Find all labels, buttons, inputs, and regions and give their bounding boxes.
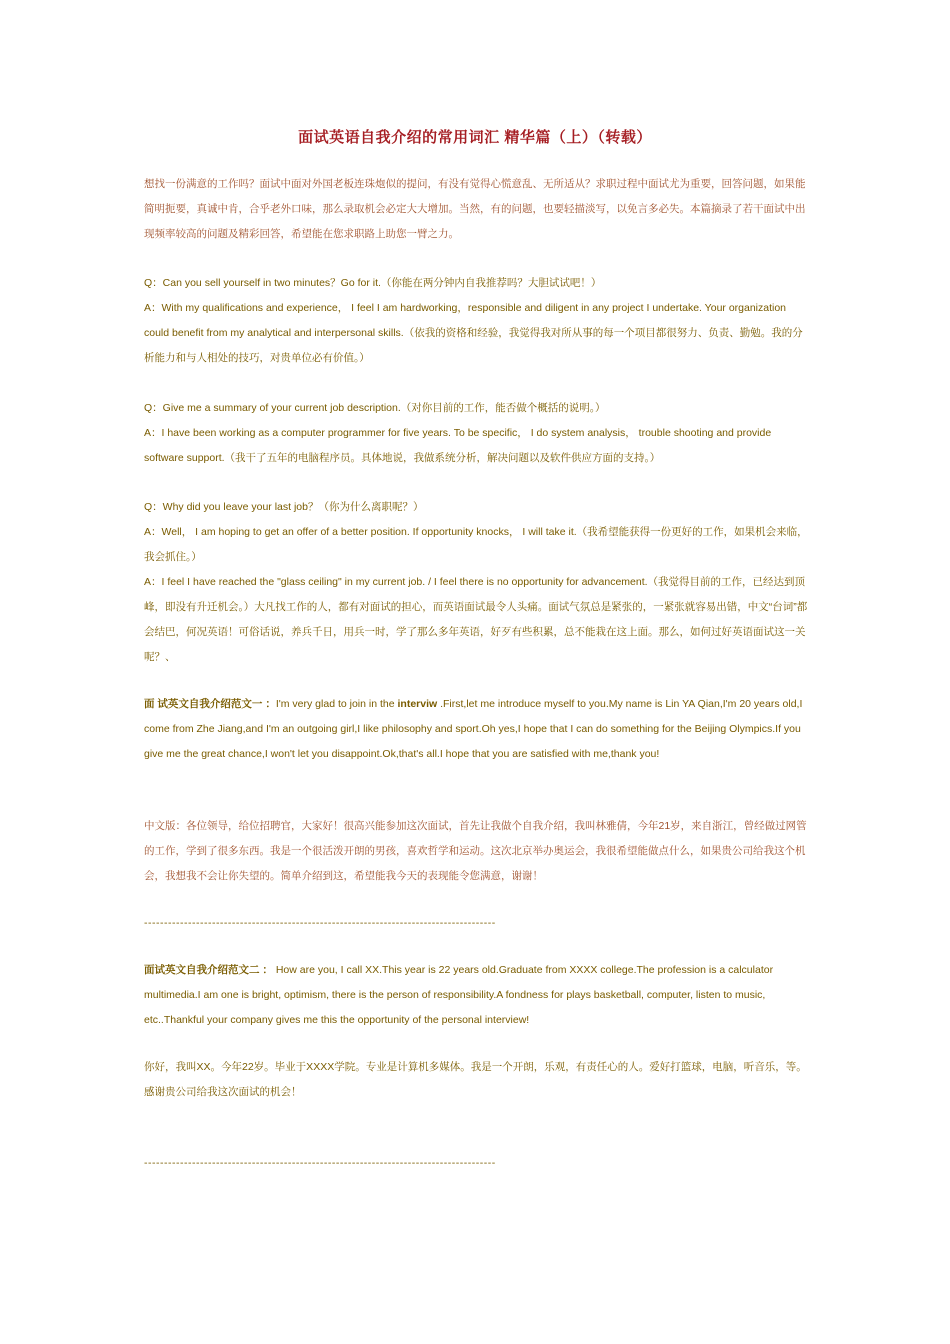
- document-title: 面试英语自我介绍的常用词汇 精华篇（上）（转载）: [298, 129, 652, 146]
- qa-section-1: [144, 271, 810, 371]
- divider-1-block: [144, 911, 810, 936]
- sample-2-chinese-block: [144, 1055, 810, 1105]
- answer-3a: A：Well， I am hoping to get an offer of a better position. If opportunity knocks， I will take it.（我希望能获得一份更好的工作，如果机会来临，我会抓住。）: [144, 526, 808, 563]
- sample-1-label: 面 试英文自我介绍范文一 ：: [144, 698, 276, 710]
- divider-2-block: [144, 1151, 810, 1176]
- sample-1-paragraph: [144, 692, 810, 767]
- sample-1-text-bold: interviw: [397, 698, 438, 710]
- sample-intro-1: [144, 692, 810, 767]
- sample-1-chinese: 中文版：各位领导，给位招聘官，大家好！很高兴能参加这次面试，首先让我做个自我介绍，我叫林雅倩，今年21岁，来自浙江，曾经做过网管的工作，学到了很多东西。我是一个很活泼开朗的男孩，喜欢哲学和运动。这次北京举办奥运会，我很希望能做点什么，如果贵公司给我这个机会，我想我不会让你失望的。简单介绍到这，希望能我今天的表现能令您满意，谢谢！: [144, 820, 807, 882]
- sample-2-text: How are you, I call XX.This year is 22 years old.Graduate from XXXX college.The profession is a calculator multimedia.I am one is bright, optimism, there is the person of responsibility.A fondness for plays basketball, computer, listen to music, etc..Thankful your company gives me this the opportunity of the personal interview!: [144, 964, 774, 1026]
- answer-3b: A：I feel I have reached the "glass ceiling" in my current job. / I feel there is no opportunity for advancement.（我觉得目前的工作，已经达到顶峰，即没有升迁机会。）大凡找工作的人，都有对面试的担心，而英语面试最令人头痛。面试气氛总是紧张的，一紧张就容易出错，中文“台词”都会结巴，何况英语！可俗话说，养兵千日，用兵一时，学了那么多年英语，好歹有些积累，总不能栽在这上面。那么，如何过好英语面试这一关呢？、: [144, 576, 808, 663]
- answer-1: A：With my qualifications and experience， I feel I am hardworking，responsible and diligent in any project I undertake. Your organization could benefit from my analytical and interpersonal skills.（依我的资格和经验，我觉得我对所从事的每一个项目都很努力、负责、勤勉。我的分析能力和与人相处的技巧，对贵单位必有价值。）: [144, 302, 803, 364]
- intro-paragraph: [144, 172, 810, 247]
- question-3: Q：Why did you leave your last job？（你为什么离职呢？）: [144, 501, 424, 513]
- sample-1-text-pre: I'm very glad to join in the: [275, 698, 398, 710]
- question-2: Q：Give me a summary of your current job description.（对你目前的工作，能否做个概括的说明。）: [144, 402, 606, 414]
- question-1: Q：Can you sell yourself in two minutes？Go for it.（你能在两分钟内自我推荐吗？大胆试试吧！）: [144, 277, 602, 289]
- intro-text: 想找一份满意的工作吗？面试中面对外国老板连珠炮似的提问，有没有觉得心慌意乱、无所适从？求职过程中面试尤为重要，回答问题，如果能简明扼要，真诚中肯，合乎老外口味，那么录取机会必定大大增加。当然，有的问题，也要轻描淡写，以免言多必失。本篇摘录了若干面试中出现频率较高的问题及精彩回答，希望能在您求职路上助您一臂之力。: [144, 178, 806, 240]
- sample-1-chinese-block: [144, 814, 810, 889]
- sample-2-label: 面试英文自我介绍范文二 ：: [144, 964, 273, 976]
- sample-1-text-post: .First,let me introduce myself to you.My name is Lin YA Qian,I'm 20 years old,I come from Zhe Jiang,and I'm an outgoing girl,I like philosophy and sport.Oh yes,I hope that I can do something for the Beijing Olympics.If you give me the great chance,I won't let you disappoint.Ok,that's all.I hope that you are satisfied with me,thank you!: [144, 698, 803, 760]
- qa-section-3: [144, 495, 810, 670]
- qa-section-2: [144, 396, 810, 471]
- divider-line: ----------------------------------------------------------------------------------------: [144, 1157, 496, 1169]
- sample-2-paragraph: [144, 958, 810, 1033]
- sample-2-chinese: 你好，我叫XX。今年22岁。毕业于XXXX学院。专业是计算机多媒体。我是一个开朗，乐观，有责任心的人。爱好打篮球，电脑，听音乐，等。感谢贵公司给我这次面试的机会！: [144, 1061, 807, 1098]
- sample-intro-2: [144, 958, 810, 1033]
- divider-line: ----------------------------------------------------------------------------------------: [144, 917, 496, 929]
- answer-2: A：I have been working as a computer programmer for five years. To be specific， I do system analysis， trouble shooting and provide software support.（我干了五年的电脑程序员。具体地说，我做系统分析，解决问题以及软件供应方面的支持。）: [144, 427, 772, 464]
